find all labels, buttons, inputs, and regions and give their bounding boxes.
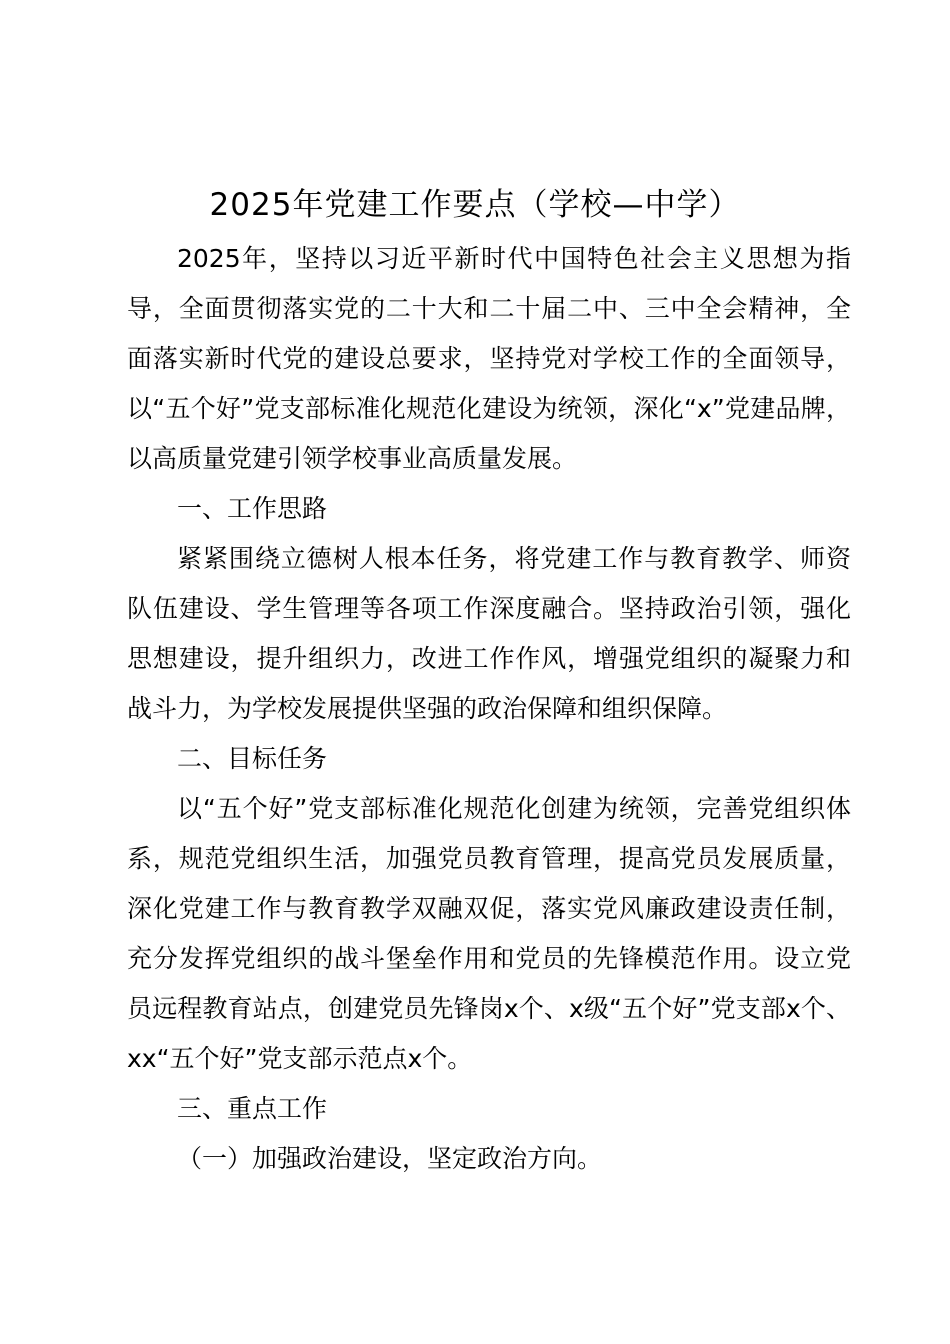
work-approach-paragraph: 紧紧围绕立德树人根本任务，将党建工作与教育教学、师资队伍建设、学生管理等各项工作深度融合。坚持政治引领，强化思想建设，提升组织力，改进工作作风，增强党组织的凝聚力和战斗力，为学校发展提供坚强的政治保障和组织保障。 bbox=[127, 544, 851, 723]
document-body bbox=[127, 234, 851, 1184]
section-heading-goals: 二、目标任务 bbox=[177, 744, 328, 773]
intro-paragraph: 2025年，坚持以习近平新时代中国特色社会主义思想为指导，全面贯彻落实党的二十大和二十届二中、三中全会精神，全面落实新时代党的建设总要求，坚持党对学校工作的全面领导，以“五个好”党支部标准化规范化建设为统领，深化“x”党建品牌，以高质量党建引领学校事业高质量发展。 bbox=[127, 244, 851, 473]
document-title: 2025年党建工作要点（学校—中学） bbox=[209, 187, 741, 223]
goals-paragraph: 以“五个好”党支部标准化规范化创建为统领，完善党组织体系，规范党组织生活，加强党员教育管理，提高党员发展质量，深化党建工作与教育教学双融双促，落实党风廉政建设责任制，充分发挥党组织的战斗堡垒作用和党员的先锋模范作用。设立党员远程教育站点，创建党员先锋岗x个、x级“五个好”党支部x个、xx“五个好”党支部示范点x个。 bbox=[127, 794, 851, 1073]
subsection-heading-political: （一）加强政治建设，坚定政治方向。 bbox=[177, 1144, 603, 1173]
section-heading-work-approach: 一、工作思路 bbox=[177, 494, 328, 523]
section-heading-key-work: 三、重点工作 bbox=[177, 1094, 328, 1123]
